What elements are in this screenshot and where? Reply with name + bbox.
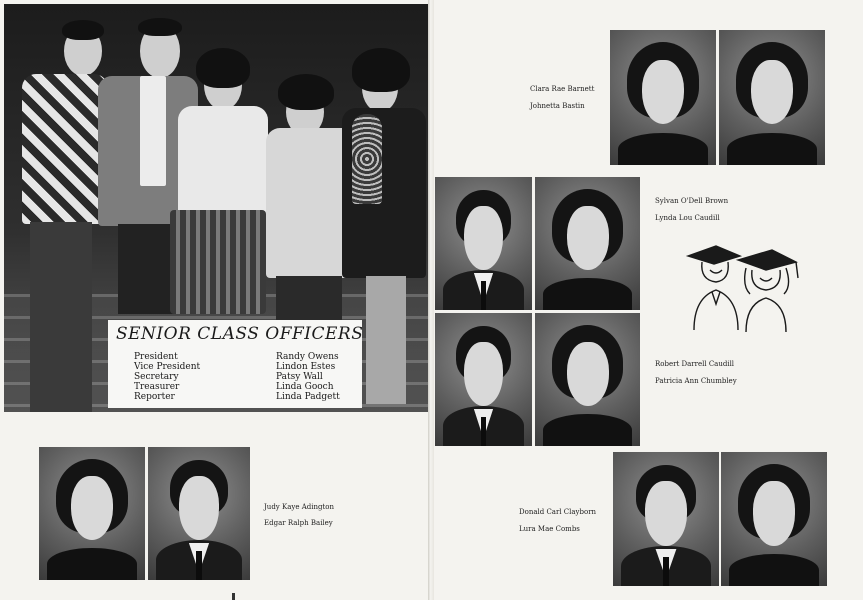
caption-chumbley: Patricia Ann Chumbley — [655, 377, 737, 385]
officer-name: Linda Padgett — [276, 392, 340, 402]
officer-role: Treasurer — [134, 382, 180, 392]
caption-barnett: Clara Rae Barnett — [530, 85, 595, 93]
officers-title: SENIOR CLASS OFFICERS — [116, 324, 364, 344]
portrait-bailey — [148, 447, 250, 580]
caption-lynda-caudill: Lynda Lou Caudill — [655, 214, 720, 222]
portrait-brown — [435, 177, 532, 310]
page-mark — [232, 593, 235, 600]
portrait-clayborn — [613, 452, 719, 586]
officer-name: Lindon Estes — [276, 362, 336, 372]
officer-row — [134, 372, 354, 382]
portrait-combs — [721, 452, 827, 586]
graduates-cartoon-icon — [680, 242, 802, 334]
officer-role: Reporter — [134, 392, 175, 402]
officer-row — [134, 392, 354, 402]
officer-row — [134, 352, 354, 362]
portrait-lynda-caudill — [535, 177, 640, 310]
officers-caption-box — [108, 320, 362, 408]
officer-name: Patsy Wall — [276, 372, 323, 382]
portrait-adington — [39, 447, 145, 580]
portrait-chumbley — [535, 313, 640, 446]
caption-robert-caudill: Robert Darrell Caudill — [655, 360, 735, 368]
portrait-robert-caudill — [435, 313, 532, 446]
officer-role: Secretary — [134, 372, 179, 382]
caption-bailey: Edgar Ralph Bailey — [264, 519, 333, 527]
officer-name: Randy Owens — [276, 352, 339, 362]
caption-bastin: Johnetta Bastin — [530, 102, 585, 110]
officer-role: Vice President — [134, 362, 201, 372]
officer-row — [134, 382, 354, 392]
portrait-barnett — [610, 30, 716, 165]
officer-figure-1 — [18, 14, 108, 412]
caption-brown: Sylvan O'Dell Brown — [655, 197, 729, 205]
caption-clayborn: Donald Carl Clayborn — [519, 508, 597, 516]
portrait-bastin — [719, 30, 825, 165]
officers-group-photo — [4, 4, 428, 412]
officer-row — [134, 362, 354, 372]
caption-combs: Lura Mae Combs — [519, 525, 580, 533]
officer-name: Linda Gooch — [276, 382, 334, 392]
officer-role: President — [134, 352, 178, 362]
caption-adington: Judy Kaye Adington — [264, 503, 334, 511]
